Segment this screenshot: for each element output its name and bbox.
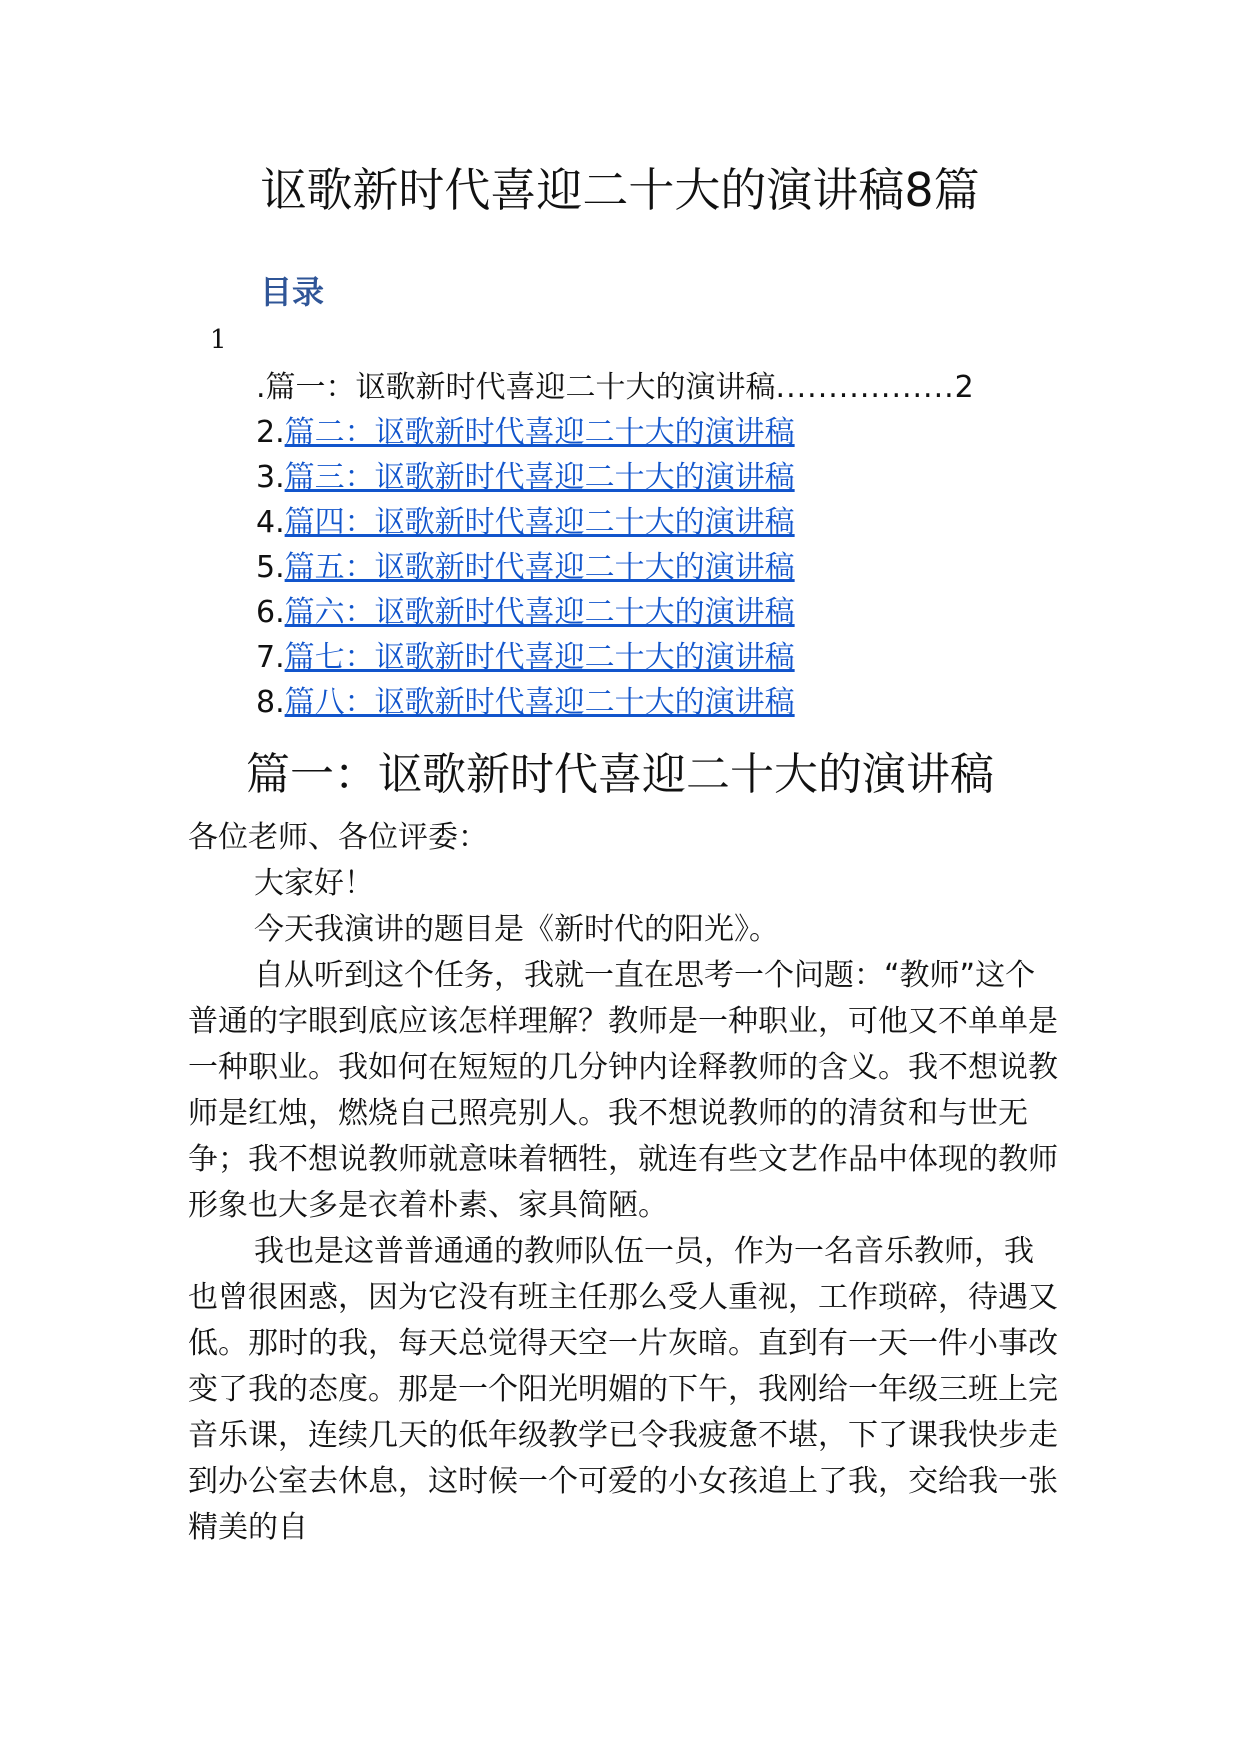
toc-link[interactable]: 篇四：讴歌新时代喜迎二十大的演讲稿 bbox=[284, 505, 795, 540]
toc-entry-number: 8. bbox=[256, 685, 285, 720]
toc-link[interactable]: 篇二：讴歌新时代喜迎二十大的演讲稿 bbox=[284, 415, 795, 450]
toc-entry-number: . bbox=[256, 370, 266, 405]
toc-entry bbox=[256, 365, 1076, 410]
table-of-contents bbox=[256, 365, 1076, 725]
toc-link[interactable]: 篇五：讴歌新时代喜迎二十大的演讲稿 bbox=[284, 550, 795, 585]
toc-leader-dots: ................. bbox=[775, 370, 955, 405]
toc-number: 1 bbox=[210, 325, 227, 355]
body-text bbox=[188, 815, 1058, 1551]
toc-entry-label: 篇一：讴歌新时代喜迎二十大的演讲稿 bbox=[265, 370, 776, 405]
paragraph: 今天我演讲的题目是《新时代的阳光》。 bbox=[254, 912, 779, 947]
toc-page-number: 2 bbox=[954, 370, 974, 405]
toc-link[interactable]: 篇六：讴歌新时代喜迎二十大的演讲稿 bbox=[284, 595, 795, 630]
toc-entry[interactable] bbox=[256, 635, 1076, 680]
toc-entry-number: 4. bbox=[256, 505, 285, 540]
paragraph: 自从听到这个任务，我就一直在思考一个问题：“教师”这个普通的字眼到底应该怎样理解？教师是一种职业，可他又不单单是一种职业。我如何在短短的几分钟内诠释教师的含义。我不想说教师是红烛，燃烧自己照亮别人。我不想说教师的的清贫和与世无争；我不想说教师就意味着牺牲，就连有些文艺作品中体现的教师形象也大多是衣着朴素、家具简陋。 bbox=[188, 958, 1058, 1223]
toc-entry[interactable] bbox=[256, 680, 1076, 725]
toc-entry[interactable] bbox=[256, 590, 1076, 635]
paragraph: 大家好！ bbox=[254, 866, 374, 901]
toc-entry[interactable] bbox=[256, 500, 1076, 545]
section-heading: 篇一：讴歌新时代喜迎二十大的演讲稿 bbox=[246, 749, 994, 800]
toc-entry-number: 7. bbox=[256, 640, 285, 675]
toc-entry-number: 3. bbox=[256, 460, 285, 495]
toc-heading: 目录 bbox=[260, 273, 325, 311]
toc-entry-number: 5. bbox=[256, 550, 285, 585]
toc-link[interactable]: 篇三：讴歌新时代喜迎二十大的演讲稿 bbox=[284, 460, 795, 495]
paragraph: 我也是这普普通通的教师队伍一员，作为一名音乐教师，我也曾很困惑，因为它没有班主任那么受人重视，工作琐碎，待遇又低。那时的我，每天总觉得天空一片灰暗。直到有一天一件小事改变了我的态度。那是一个阳光明媚的下午，我刚给一年级三班上完音乐课，连续几天的低年级教学已令我疲惫不堪，下了课我快步走到办公室去休息，这时候一个可爱的小女孩追上了我，交给我一张精美的自 bbox=[188, 1234, 1058, 1545]
toc-entry[interactable] bbox=[256, 455, 1076, 500]
toc-link[interactable]: 篇八：讴歌新时代喜迎二十大的演讲稿 bbox=[284, 685, 795, 720]
toc-entry[interactable] bbox=[256, 410, 1076, 455]
toc-entry-number: 2. bbox=[256, 415, 285, 450]
toc-entry-number: 6. bbox=[256, 595, 285, 630]
document-title: 讴歌新时代喜迎二十大的演讲稿8篇 bbox=[260, 163, 980, 217]
toc-entry[interactable] bbox=[256, 545, 1076, 590]
toc-link[interactable]: 篇七：讴歌新时代喜迎二十大的演讲稿 bbox=[284, 640, 795, 675]
paragraph: 各位老师、各位评委： bbox=[188, 820, 488, 855]
